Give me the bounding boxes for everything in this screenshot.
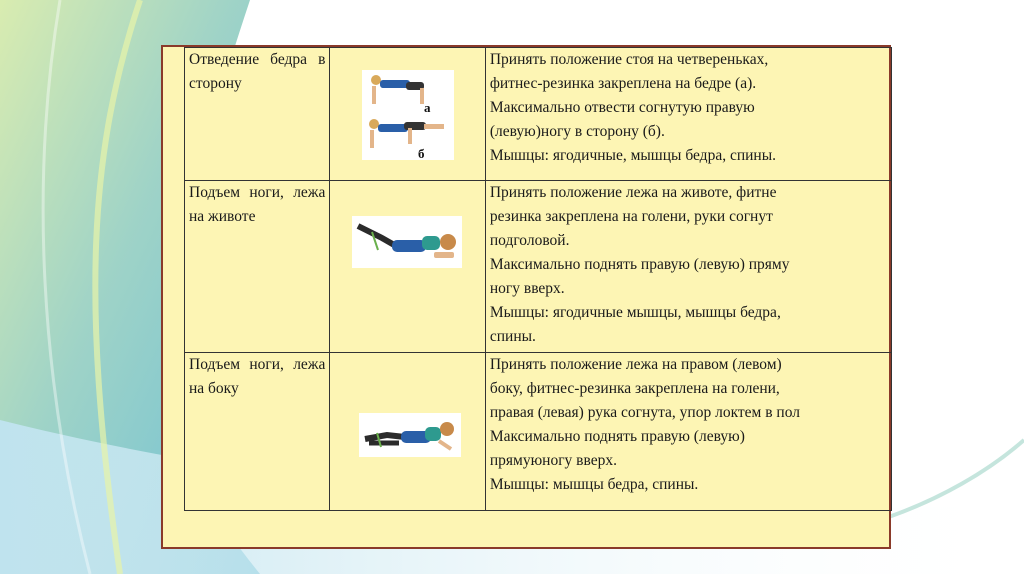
table-row <box>185 353 892 511</box>
description-line: фитнес-резинка закреплена на бедре (а). <box>489 75 757 92</box>
figure-label-a: а <box>424 100 431 115</box>
description-line: прямуюногу вверх. <box>489 452 617 469</box>
exercise-illustration <box>330 181 485 353</box>
description-line: Мышцы: ягодичные мышцы, мышцы бедра, <box>489 304 781 321</box>
description-line: (левую)ногу в сторону (б). <box>489 123 665 140</box>
description-line: Максимально поднять правую (левую) пряму <box>489 256 790 273</box>
exercise-description <box>485 353 891 511</box>
exercise-name: Подъем ноги, лежа на боку <box>185 353 330 511</box>
exercise-illustration <box>330 353 485 511</box>
description-line: Максимально поднять правую (левую) <box>489 428 745 445</box>
table-row <box>185 48 892 181</box>
description-line: Мышцы: мышцы бедра, спины. <box>489 476 699 493</box>
exercise-table <box>184 47 892 511</box>
exercise-illustration <box>330 48 485 181</box>
description-line: Максимально отвести согнутую правую <box>489 99 755 116</box>
description-line: правая (левая) рука согнута, упор локтем в пол <box>489 404 801 421</box>
description-line: резинка закреплена на голени, руки согнут <box>489 208 773 225</box>
description-line: подголовой. <box>489 232 570 249</box>
hip-abduction-figure <box>362 70 454 160</box>
exercise-description <box>485 181 891 353</box>
exercise-panel <box>161 45 891 549</box>
description-line: боку, фитнес-резинка закреплена на голени, <box>489 380 780 397</box>
description-line: Принять положение лежа на правом (левом) <box>489 356 782 373</box>
description-line: Мышцы: ягодичные, мышцы бедра, спины. <box>489 147 777 164</box>
exercise-description <box>485 48 891 181</box>
exercise-name: Отведение бедра в сторону <box>185 48 330 181</box>
description-line: Принять положение лежа на животе, фитне <box>489 184 777 201</box>
table-row <box>185 181 892 353</box>
description-line: Принять положение стоя на четвереньках, <box>489 51 769 68</box>
figure-label-b: б <box>418 146 425 160</box>
description-line: ногу вверх. <box>489 280 565 297</box>
description-line: спины. <box>489 328 536 345</box>
exercise-name: Подъем ноги, лежа на животе <box>185 181 330 353</box>
prone-leg-lift-figure <box>352 216 462 268</box>
side-leg-lift-figure <box>359 413 461 457</box>
